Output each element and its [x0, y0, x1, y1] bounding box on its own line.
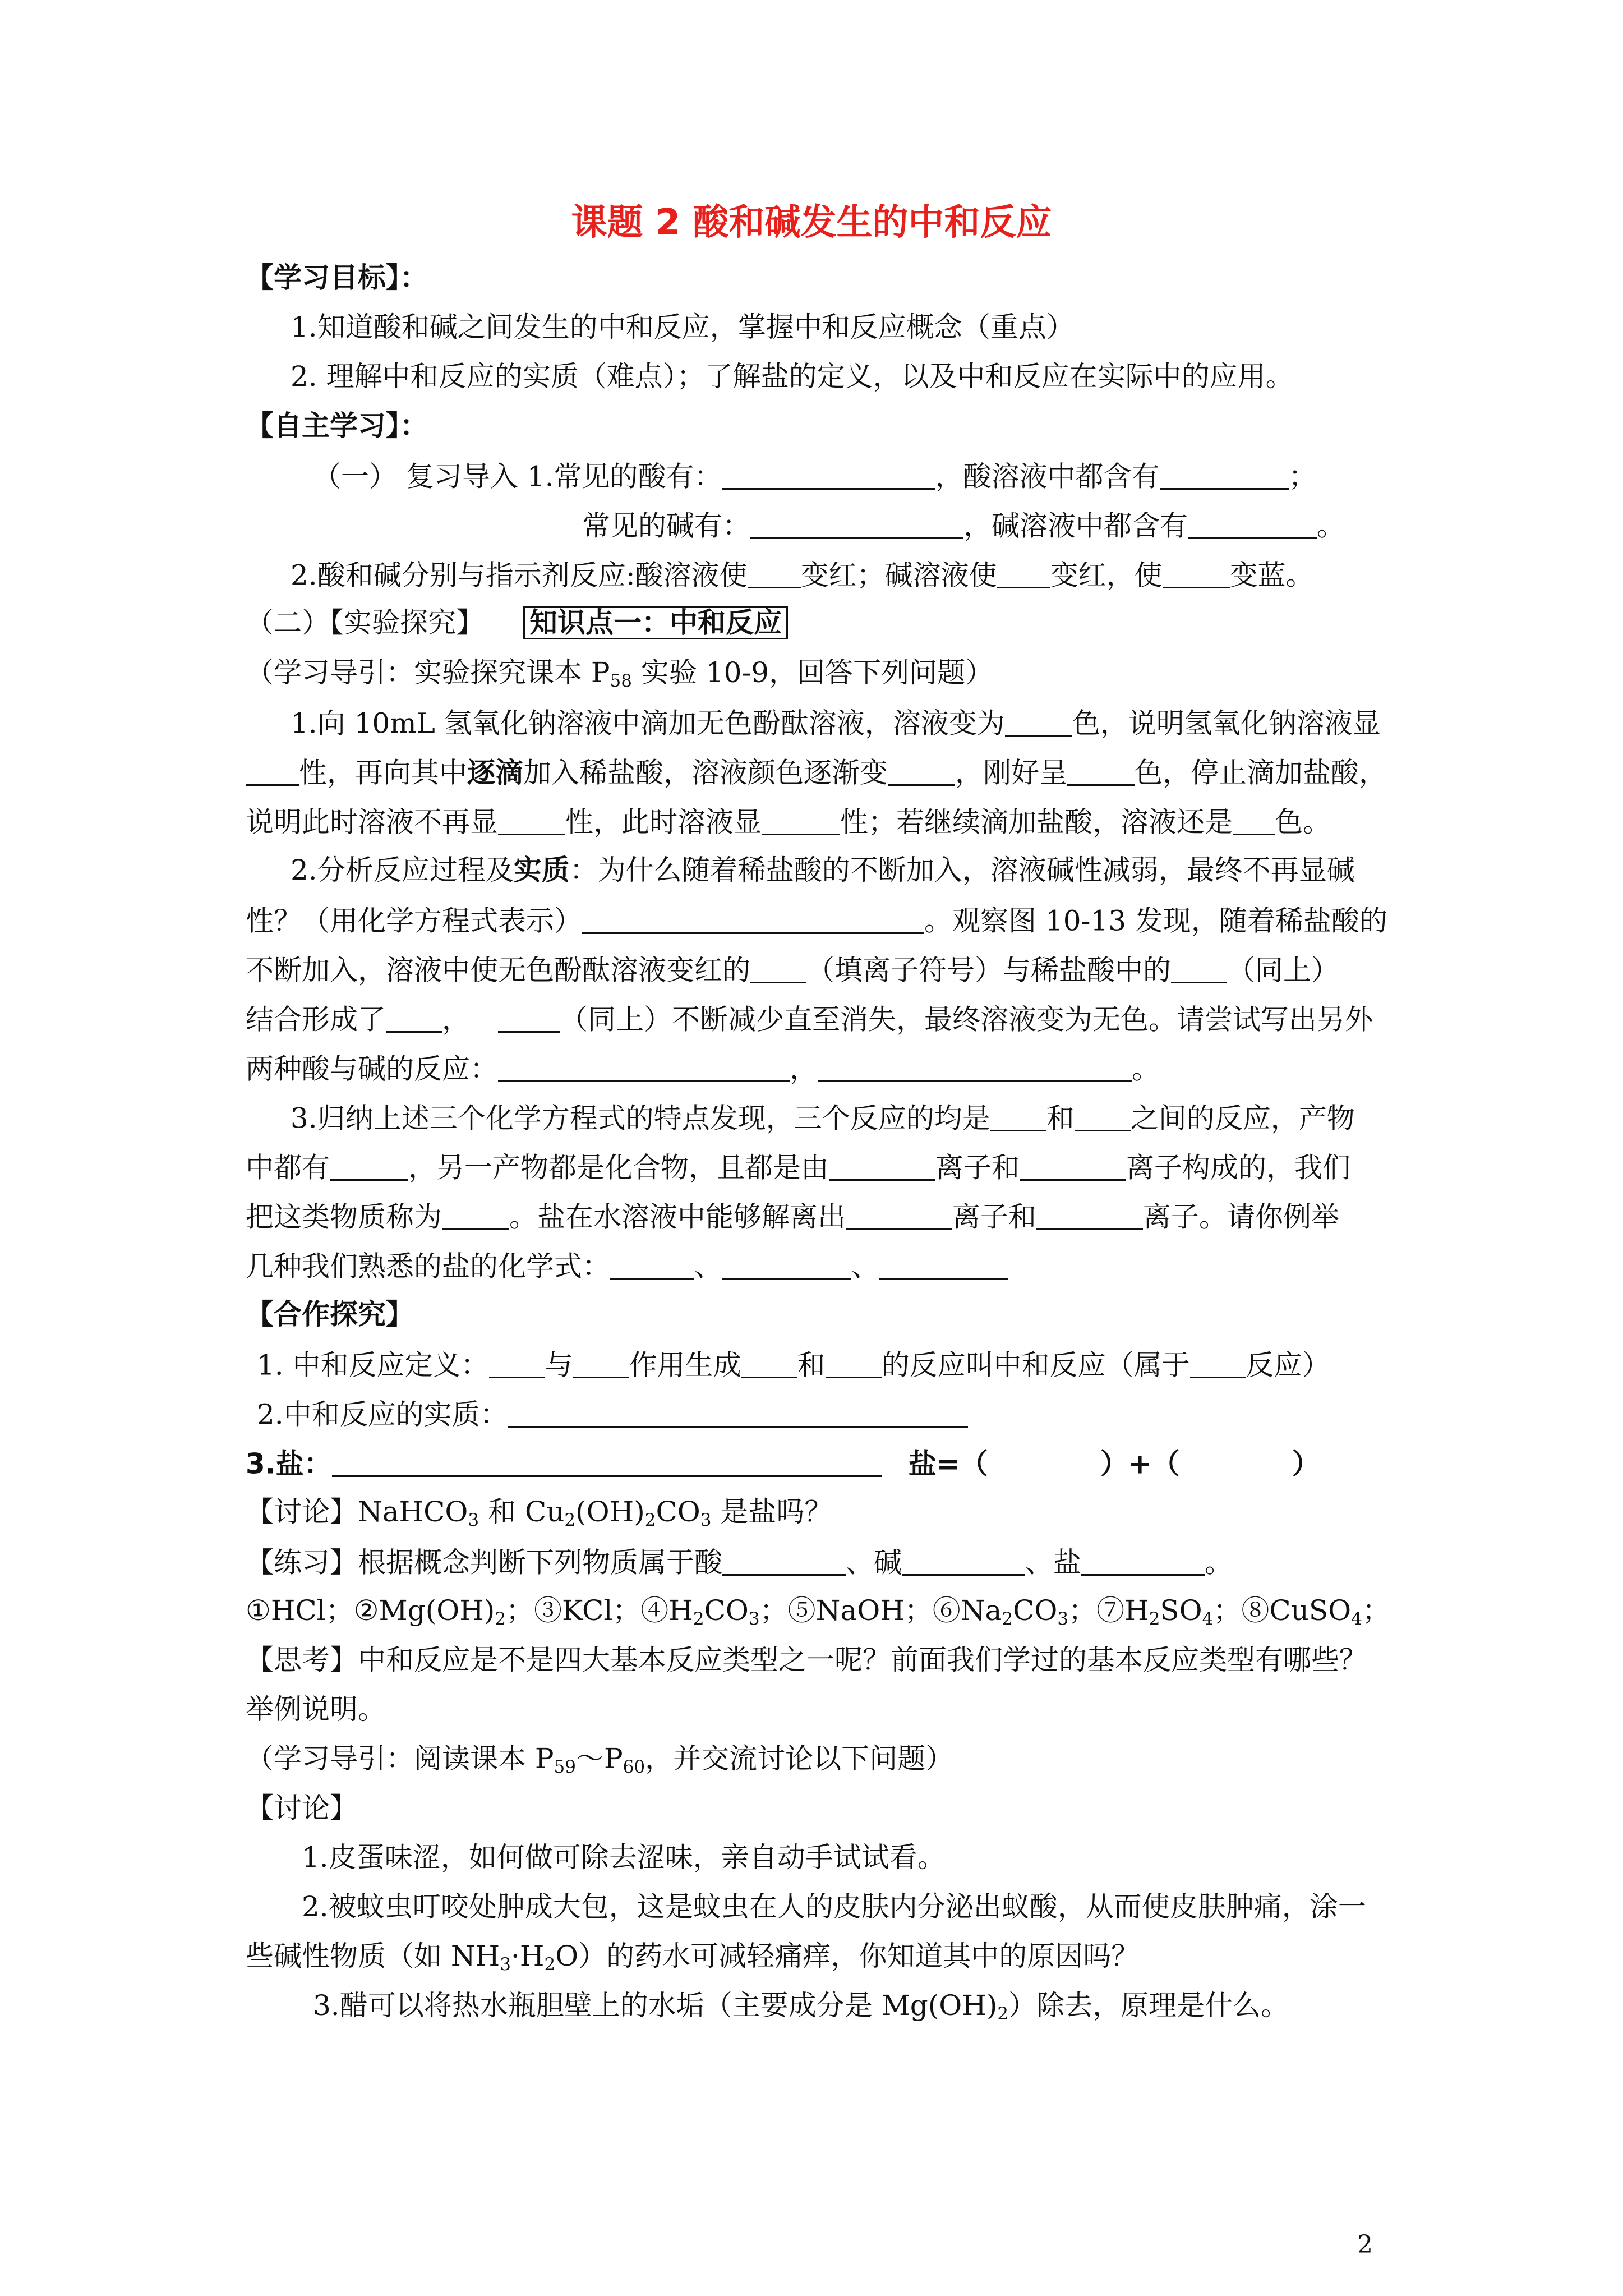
text: ，刚好呈 — [955, 756, 1067, 789]
text: 2.分析反应过程及 — [291, 854, 514, 886]
text: ）除去，原理是什么。 — [1008, 1989, 1289, 2022]
text: 色，停止滴加盐酸， — [1135, 756, 1387, 789]
text: 逐滴 — [467, 756, 523, 789]
text: 色。 — [1275, 806, 1331, 839]
page-number: 2 — [1357, 2230, 1373, 2259]
answer-blank[interactable] — [1163, 560, 1230, 588]
text: 变红，使 — [1050, 559, 1163, 592]
text: 【讨论】NaHCO — [246, 1496, 468, 1528]
text: ） — [1292, 1447, 1320, 1480]
section-cooperative-inquiry: 【合作探究】 — [246, 1298, 414, 1331]
text: CO — [656, 1496, 700, 1528]
text: SO — [1160, 1594, 1202, 1627]
text: 1. 中和反应定义： — [257, 1349, 489, 1382]
text: 、 — [851, 1250, 879, 1283]
text: 2 — [1149, 1608, 1160, 1629]
text: 。 — [1205, 1546, 1233, 1579]
text: 离子构成的，我们 — [1126, 1151, 1350, 1184]
experiment-heading — [246, 606, 788, 639]
text: ； — [1362, 1594, 1390, 1627]
text: 4 — [1351, 1608, 1362, 1629]
section-self-study: 【自主学习】： — [246, 409, 428, 442]
text: （同上） — [1227, 954, 1339, 987]
text: 1.向 10mL 氢氧化钠溶液中滴加无色酚酞溶液，溶液变为 — [291, 707, 1005, 740]
text: 3 — [500, 1954, 511, 1975]
text: ，酸溶液中都含有 — [935, 460, 1160, 493]
text: 性，此时溶液显 — [565, 806, 762, 839]
text: 作用生成 — [629, 1349, 741, 1382]
answer-blank[interactable] — [748, 560, 801, 588]
text: ，另一产物都是化合物，且都是由 — [408, 1151, 829, 1184]
text: 。盐在水溶液中能够解离出 — [509, 1200, 846, 1234]
text: 3 — [700, 1510, 712, 1530]
text: ①HCl；②Mg(OH) — [246, 1594, 495, 1627]
experiment-q2-line5 — [246, 1053, 1160, 1083]
review-acids-line — [313, 461, 1317, 491]
text: 3.归纳上述三个化学方程式的特点发现，三个反应的均是 — [291, 1102, 990, 1135]
think-line1: 【思考】中和反应是不是四大基本反应类型之一呢？前面我们学过的基本反应类型有哪些？ — [246, 1644, 1367, 1676]
indicator-line — [291, 560, 1314, 590]
text: 几种我们熟悉的盐的化学式： — [246, 1250, 610, 1283]
text: ， — [442, 1003, 470, 1036]
answer-blank[interactable] — [750, 510, 963, 539]
answer-blank[interactable] — [332, 1448, 882, 1477]
text: 和 Cu — [479, 1496, 565, 1528]
study-guide-2 — [246, 1742, 954, 1777]
text: ：为什么随着稀盐酸的不断加入，溶液碱性减弱，最终不再显碱 — [569, 854, 1355, 886]
answer-blank[interactable] — [498, 1053, 790, 1082]
text: ）+（ — [1100, 1447, 1180, 1480]
text: ～P — [576, 1742, 623, 1775]
text: 些碱性物质（如 NH — [246, 1940, 500, 1972]
text: 3 — [748, 1608, 760, 1629]
text: ，并交流讨论以下问题） — [645, 1742, 954, 1775]
text: 2 — [644, 1510, 656, 1530]
experiment-q3-line1 — [291, 1103, 1355, 1133]
text: （填离子符号）与稀盐酸中的 — [806, 954, 1171, 987]
text: 和 — [1046, 1102, 1075, 1135]
text: 离子。请你例举 — [1143, 1200, 1339, 1234]
text: ；⑦H — [1068, 1594, 1149, 1627]
experiment-q2-line2 — [246, 905, 1387, 935]
text: 2 — [544, 1954, 556, 1975]
answer-blank[interactable] — [1020, 1152, 1126, 1181]
text: 性，再向其中 — [299, 756, 467, 789]
text: （二）【实验探究】 — [246, 606, 484, 639]
page-title: 课题 2 酸和碱发生的中和反应 — [571, 202, 1052, 243]
text: 。观察图 10-13 发现，随着稀盐酸的 — [924, 904, 1387, 937]
text: 和 — [797, 1349, 826, 1382]
answer-blank[interactable] — [442, 1202, 509, 1230]
experiment-q2-line4 — [246, 1004, 1373, 1034]
answer-blank[interactable] — [1005, 708, 1072, 737]
text: 2 — [1002, 1608, 1013, 1629]
experiment-q3-line2 — [246, 1152, 1350, 1182]
practice-line — [246, 1547, 1233, 1577]
answer-blank[interactable] — [826, 1350, 882, 1378]
coop-q3 — [246, 1448, 1320, 1478]
text: 2 — [564, 1510, 576, 1530]
experiment-q2-line3 — [246, 954, 1339, 987]
answer-blank[interactable] — [1036, 1202, 1143, 1230]
answer-blank[interactable] — [508, 1399, 968, 1428]
answer-blank[interactable] — [722, 1547, 846, 1576]
text: 性；若继续滴加盐酸，溶液还是 — [840, 806, 1233, 839]
text: 。 — [1132, 1052, 1160, 1085]
text: 说明此时溶液不再显 — [246, 806, 498, 839]
text: 2 — [495, 1608, 506, 1629]
text: CO — [704, 1594, 749, 1627]
answer-blank[interactable] — [610, 1251, 694, 1280]
answer-blank[interactable] — [498, 1004, 560, 1033]
text: 盐=（ — [908, 1447, 988, 1480]
answer-blank[interactable] — [750, 955, 806, 983]
discussion-item-1: 1.皮蛋味涩，如何做可除去涩味，亲自动手试试看。 — [302, 1841, 946, 1874]
answer-blank[interactable] — [1067, 757, 1135, 786]
text: 3.醋可以将热水瓶胆壁上的水垢（主要成分是 Mg(OH) — [313, 1989, 998, 2022]
text: 实质 — [513, 854, 570, 886]
discussion-item-3 — [313, 1989, 1289, 2024]
answer-blank[interactable] — [902, 1547, 1025, 1576]
text: （一） 复习导入 1.常见的酸有： — [313, 460, 722, 493]
text: 、 — [694, 1250, 722, 1283]
text: 2 — [693, 1608, 704, 1629]
text: 、碱 — [846, 1546, 902, 1579]
experiment-q2-line1 — [291, 856, 1355, 884]
text: 3 — [1057, 1608, 1069, 1629]
answer-blank[interactable] — [498, 807, 565, 835]
knowledge-point-box: 知识点一：中和反应 — [523, 606, 788, 639]
text: 变蓝。 — [1229, 559, 1314, 592]
answer-blank[interactable] — [997, 560, 1050, 588]
goal-1: 1.知道酸和碱之间发生的中和反应，掌握中和反应概念（重点） — [291, 311, 1075, 343]
text: 离子和 — [952, 1200, 1036, 1234]
text: 59 — [554, 1756, 576, 1777]
text: 与 — [545, 1349, 573, 1382]
text: 两种酸与碱的反应： — [246, 1052, 498, 1085]
text: ， — [790, 1052, 818, 1085]
text: 实验 10-9，回答下列问题） — [632, 656, 994, 689]
text: 把这类物质称为 — [246, 1200, 442, 1234]
goal-2: 2. 理解中和反应的实质（难点）；了解盐的定义，以及中和反应在实际中的应用。 — [291, 360, 1294, 393]
answer-blank[interactable] — [1160, 461, 1289, 490]
answer-blank[interactable] — [722, 461, 935, 490]
answer-blank[interactable] — [1233, 807, 1275, 835]
answer-blank[interactable] — [386, 1004, 442, 1033]
text: 结合形成了 — [246, 1003, 386, 1036]
discussion-item-2-line2 — [246, 1940, 1140, 1975]
text: 58 — [610, 670, 632, 691]
text: 加入稀盐酸，溶液颜色逐渐变 — [523, 756, 888, 789]
text: 之间的反应，产物 — [1130, 1102, 1355, 1135]
experiment-q1-line1 — [291, 708, 1381, 738]
text: （学习导引：阅读课本 P — [246, 1742, 554, 1775]
text: 的反应叫中和反应（属于 — [881, 1349, 1190, 1382]
answer-blank[interactable] — [573, 1350, 629, 1378]
discussion-heading: 【讨论】 — [246, 1792, 358, 1824]
answer-blank[interactable] — [1190, 1350, 1246, 1378]
section-learning-goals: 【学习目标】： — [246, 261, 428, 294]
text: 离子和 — [935, 1151, 1020, 1184]
text: （学习导引：实验探究课本 P — [246, 656, 610, 689]
text: 4 — [1202, 1608, 1214, 1629]
answer-blank[interactable] — [1081, 1547, 1205, 1576]
text: 常见的碱有： — [582, 509, 750, 542]
text: 变红；碱溶液使 — [800, 559, 997, 592]
text: (OH) — [575, 1496, 645, 1528]
answer-blank[interactable] — [489, 1350, 545, 1378]
text: 2 — [997, 2003, 1009, 2024]
text: 【练习】根据概念判断下列物质属于酸 — [246, 1546, 722, 1579]
answer-blank[interactable] — [818, 1053, 1132, 1082]
substance-list — [246, 1594, 1390, 1629]
text: 性？（用化学方程式表示） — [246, 904, 582, 937]
text: ；⑤NaOH；⑥Na — [759, 1594, 1002, 1627]
text: 中都有 — [246, 1151, 330, 1184]
answer-blank[interactable] — [990, 1103, 1046, 1131]
text: 。 — [1317, 509, 1345, 542]
answer-blank[interactable] — [1171, 955, 1227, 983]
discussion-salt — [246, 1496, 833, 1530]
text: 不断加入，溶液中使无色酚酞溶液变红的 — [246, 954, 750, 987]
text: ；⑧CuSO — [1213, 1594, 1352, 1627]
answer-blank[interactable] — [1188, 510, 1317, 539]
experiment-q1-line2 — [246, 757, 1387, 787]
answer-blank[interactable] — [246, 757, 299, 786]
text: 反应） — [1246, 1349, 1330, 1382]
text: （同上）不断减少直至消失，最终溶液变为无色。请尝试写出另外 — [560, 1003, 1373, 1036]
think-line2: 举例说明。 — [246, 1693, 386, 1726]
study-guide-1 — [246, 656, 994, 691]
coop-q2 — [257, 1399, 968, 1429]
answer-blank[interactable] — [582, 905, 924, 934]
text: 3 — [468, 1510, 479, 1530]
answer-blank[interactable] — [846, 1202, 952, 1230]
coop-q1 — [257, 1349, 1330, 1382]
discussion-item-2-line1: 2.被蚊虫叮咬处肿成大包，这是蚊虫在人的皮肤内分泌出蚁酸，从而使皮肤肿痛，涂一 — [302, 1890, 1366, 1923]
text: ；③KCl；④H — [506, 1594, 693, 1627]
experiment-q1-line3 — [246, 806, 1331, 839]
experiment-q3-line4 — [246, 1251, 1008, 1281]
text: 色，说明氢氧化钠溶液显 — [1072, 707, 1381, 740]
text: CO — [1013, 1594, 1058, 1627]
text: 3.盐： — [246, 1447, 332, 1480]
answer-blank[interactable] — [888, 757, 955, 786]
text: ； — [1288, 460, 1317, 493]
text: 60 — [623, 1756, 645, 1777]
text: 2.中和反应的实质： — [257, 1398, 508, 1431]
answer-blank[interactable] — [741, 1350, 797, 1378]
answer-blank[interactable] — [879, 1251, 1008, 1280]
experiment-q3-line3 — [246, 1200, 1339, 1234]
text: 、盐 — [1025, 1546, 1081, 1579]
text: O）的药水可减轻痛痒，你知道其中的原因吗？ — [555, 1940, 1140, 1972]
answer-blank[interactable] — [829, 1152, 935, 1181]
answer-blank[interactable] — [1075, 1103, 1131, 1131]
text: 2.酸和碱分别与指示剂反应:酸溶液使 — [291, 559, 748, 592]
review-bases-line — [582, 510, 1345, 540]
text: ·H — [510, 1940, 545, 1972]
text: 是盐吗？ — [711, 1496, 833, 1528]
answer-blank[interactable] — [722, 1251, 851, 1280]
answer-blank[interactable] — [762, 807, 840, 835]
text: ，碱溶液中都含有 — [963, 509, 1188, 542]
answer-blank[interactable] — [330, 1152, 408, 1181]
